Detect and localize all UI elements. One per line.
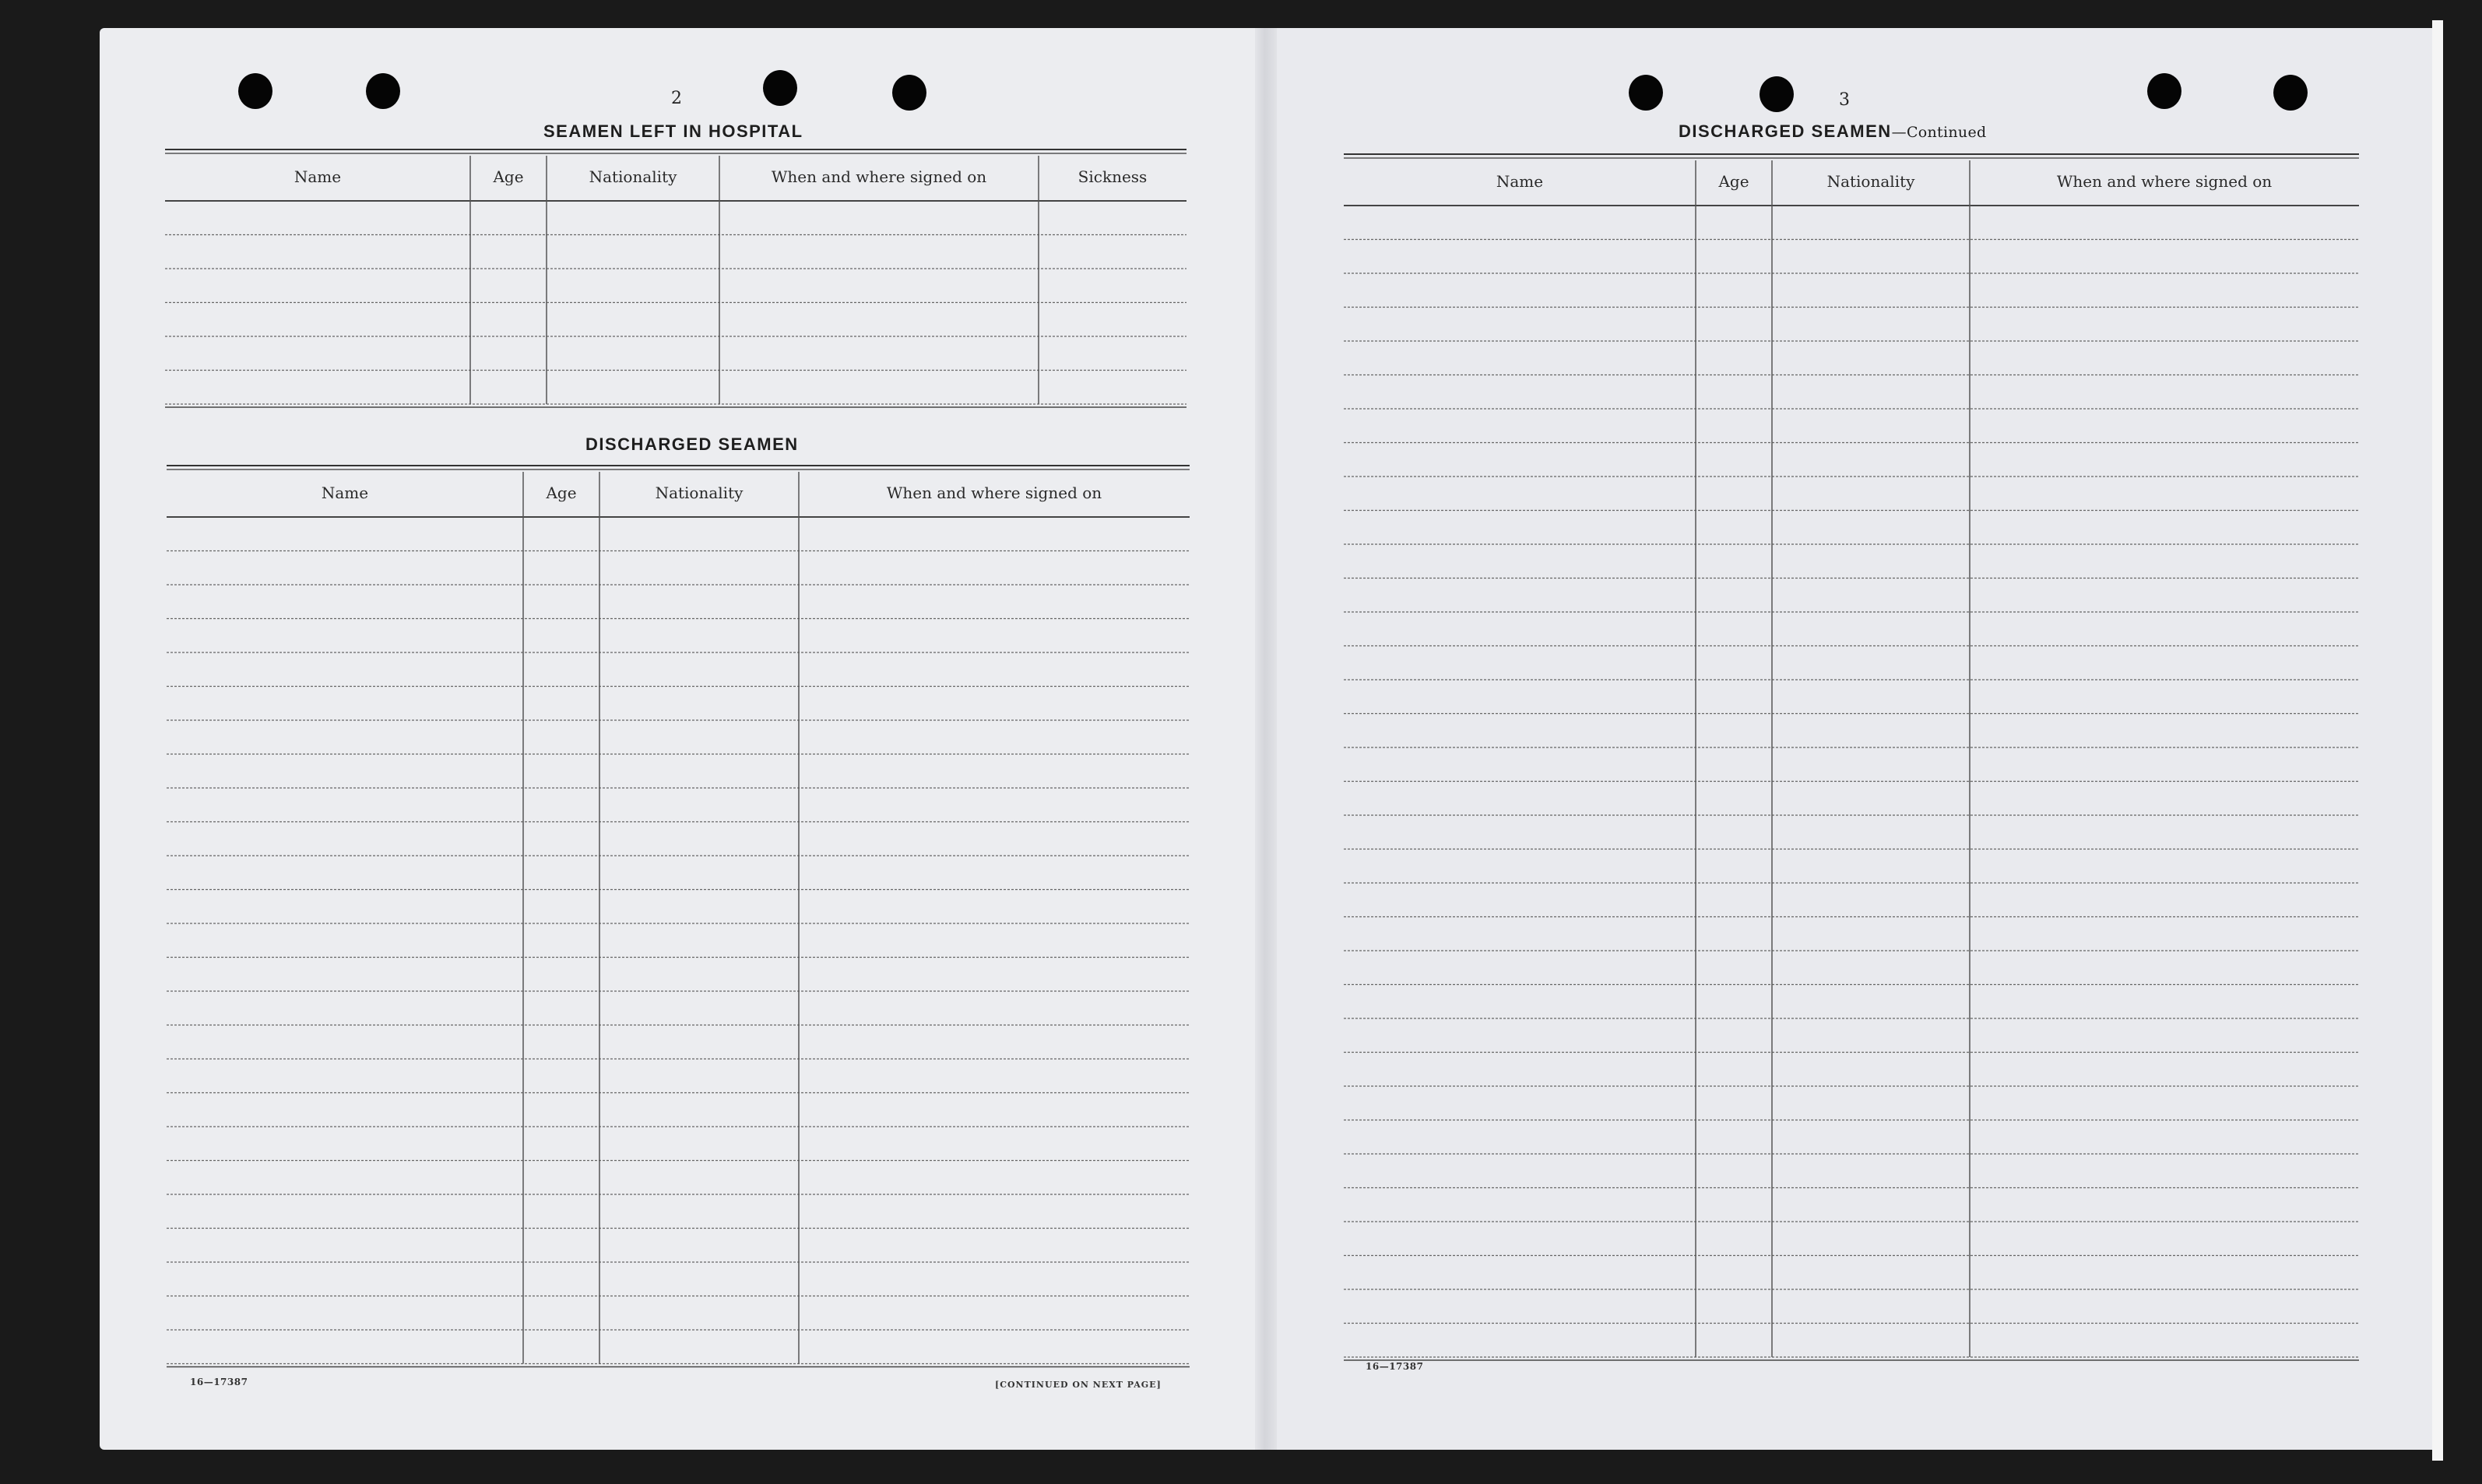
punch-hole — [1760, 76, 1794, 112]
column-header: Age — [1718, 172, 1749, 191]
punch-hole — [2273, 75, 2308, 111]
form-code-left: 16—17387 — [190, 1377, 248, 1387]
column-header: When and where signed on — [2056, 172, 2273, 191]
punch-hole — [1629, 75, 1663, 111]
column-header: When and where signed on — [771, 167, 987, 186]
continued-note: [CONTINUED ON NEXT PAGE] — [995, 1380, 1162, 1390]
discharged-continued-title-main: DISCHARGED SEAMEN — [1679, 121, 1892, 141]
page-number-right: 3 — [1839, 90, 1850, 110]
page-edge — [2432, 20, 2443, 1461]
column-header: Nationality — [655, 484, 744, 502]
page-gutter — [1255, 28, 1277, 1450]
column-header: Nationality — [589, 167, 677, 186]
column-header: Name — [294, 167, 342, 186]
column-header: Age — [493, 167, 524, 186]
punch-hole — [2147, 73, 2181, 109]
punch-hole — [238, 73, 272, 109]
column-header: Name — [321, 484, 369, 502]
punch-hole — [763, 70, 797, 106]
discharged-continued-title-suffix: —Continued — [1891, 124, 1987, 141]
discharged-continued-title — [1679, 121, 1986, 142]
column-header: When and where signed on — [886, 484, 1102, 502]
hospital-table — [165, 148, 1187, 420]
column-header: Sickness — [1078, 167, 1148, 186]
page-number-left: 2 — [671, 89, 682, 108]
hospital-section-title: SEAMEN LEFT IN HOSPITAL — [543, 121, 803, 141]
column-header: Age — [546, 484, 577, 502]
discharged-section-title: DISCHARGED SEAMEN — [585, 434, 799, 454]
form-code-right: 16—17387 — [1366, 1361, 1424, 1372]
punch-hole — [892, 75, 926, 111]
column-header: Nationality — [1826, 172, 1915, 191]
discharged-continued-table — [1344, 153, 2359, 1356]
punch-hole — [366, 73, 400, 109]
discharged-table — [167, 464, 1190, 1372]
column-header: Name — [1496, 172, 1544, 191]
